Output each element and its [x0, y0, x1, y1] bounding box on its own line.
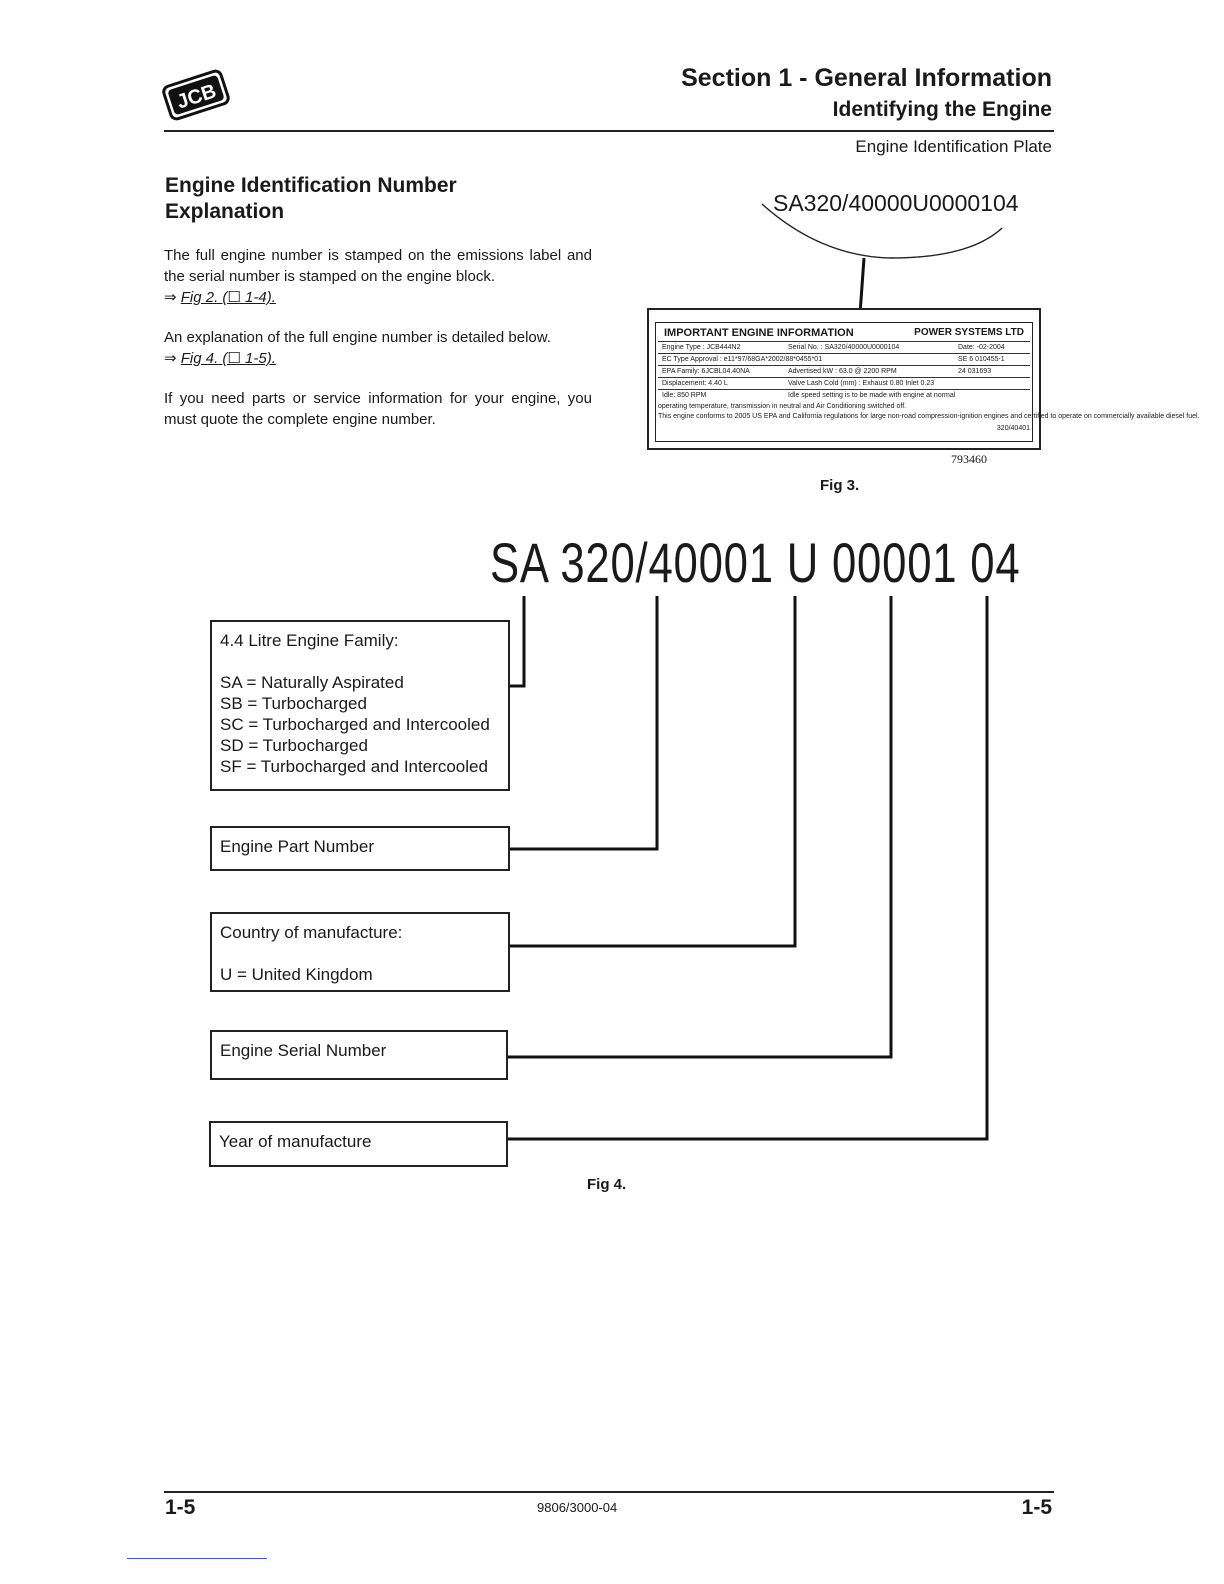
fig3-id-number: 793460 — [951, 452, 987, 466]
engine-family-title: 4.4 Litre Engine Family: — [220, 631, 399, 650]
heading-line-1: Engine Identification Number — [165, 174, 457, 197]
country-value: U = United Kingdom — [220, 965, 373, 984]
plate-code: 320/40401 — [996, 425, 1030, 432]
year-of-manufacture-label: Year of manufacture — [219, 1132, 372, 1151]
engine-family-item: SD = Turbocharged — [220, 736, 368, 755]
plate-cell: EC Type Approval : e11*97/68GA*2002/88*0455*01 — [662, 356, 823, 363]
plate-cell: Valve Lash Cold (mm) : Exhaust 0.80 Inlet 0.23 — [788, 380, 935, 387]
scan-artifact-line — [127, 1558, 267, 1559]
plate-fine-print: operating temperature, transmission in neutral and Air Conditioning switched off. — [658, 403, 907, 410]
plate-cell: Idle: 850 RPM — [662, 392, 707, 399]
engine-part-number-label: Engine Part Number — [220, 837, 375, 856]
fig3-engine-number: SA320/40000U0000104 — [773, 190, 1019, 216]
plate-cell: Date: -02-2004 — [958, 344, 1005, 351]
fig4-caption: Fig 4. — [587, 1176, 627, 1193]
fig3-caption: Fig 3. — [820, 477, 860, 494]
paragraph-stamp-text: The full engine number is stamped on the emissions label and the serial number is stamped on the engine block. — [164, 247, 592, 285]
plate-cell: Engine Type : JCB444N2 — [662, 344, 741, 351]
plate-cell: Advertised kW : 63.0 @ 2200 RPM — [788, 368, 897, 375]
plate-cell: Displacement: 4.40 L — [662, 380, 728, 387]
fig2-link[interactable]: Fig 2. (☐ 1-4). — [180, 289, 276, 306]
page-number-left: 1-5 — [165, 1496, 196, 1519]
fig4-engine-number: SA 320/40001 U 00001 04 — [490, 531, 1021, 594]
plate-cell: EPA Family: 6JCBL04.40NA — [662, 368, 750, 375]
section-sub-subtitle: Engine Identification Plate — [855, 137, 1052, 156]
paragraph-quote: If you need parts or service information for your engine, you must quote the complete engine number. — [164, 390, 592, 428]
page-number-right: 1-5 — [1021, 1496, 1052, 1519]
ref-arrow-icon: ⇒ — [164, 350, 177, 367]
plate-cell: SE 6 010455-1 — [958, 356, 1005, 363]
heading-line-2: Explanation — [165, 200, 285, 223]
engine-family-box — [210, 620, 510, 791]
engine-part-number-box — [210, 826, 510, 871]
plate-cell: 24 031693 — [958, 368, 992, 375]
plate-maker: POWER SYSTEMS LTD — [914, 327, 1024, 338]
plate-fine-print: This engine conforms to 2005 US EPA and California regulations for large non-road compression-ignition engines and certified to operate on commercially available diesel fuel. — [658, 413, 1200, 420]
paragraph-explanation-text: An explanation of the full engine number is detailed below. — [164, 329, 551, 346]
country-box — [210, 912, 510, 992]
engine-family-item: SA = Naturally Aspirated — [220, 673, 404, 692]
engine-serial-number-box — [210, 1030, 508, 1080]
engine-family-item: SC = Turbocharged and Intercooled — [220, 715, 490, 734]
document-number: 9806/3000-04 — [537, 1500, 618, 1515]
fig4-link[interactable]: Fig 4. (☐ 1-5). — [180, 350, 276, 367]
ref-arrow-icon: ⇒ — [164, 289, 177, 306]
plate-cell: Serial No. : SA320/40000U0000104 — [788, 344, 900, 351]
footer-rule — [164, 1491, 1054, 1493]
country-title: Country of manufacture: — [220, 923, 403, 942]
svg-text:JCB: JCB — [174, 80, 220, 114]
section-subtitle: Identifying the Engine — [832, 98, 1052, 121]
year-of-manufacture-box — [209, 1121, 508, 1167]
engine-serial-number-label: Engine Serial Number — [220, 1041, 387, 1060]
plate-title: IMPORTANT ENGINE INFORMATION — [664, 327, 854, 339]
plate-cell: Idle speed setting is to be made with engine at normal — [788, 392, 956, 399]
engine-family-item: SF = Turbocharged and Intercooled — [220, 757, 488, 776]
section-title: Section 1 - General Information — [681, 64, 1052, 92]
engine-family-item: SB = Turbocharged — [220, 694, 367, 713]
